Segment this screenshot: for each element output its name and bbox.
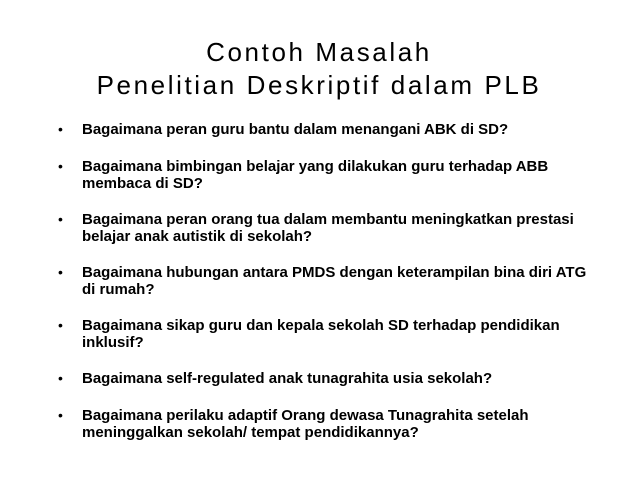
bullet-item [58,264,598,298]
bullet-item [58,370,598,387]
bullet-icon: • [58,317,63,333]
bullet-text: Bagaimana peran guru bantu dalam menangani ABK di SD? [82,121,509,138]
bullet-item [58,407,598,441]
bullet-item [58,211,598,245]
bullet-icon: • [58,370,63,386]
bullet-item [58,121,598,138]
bullet-text: Bagaimana hubungan antara PMDS dengan keterampilan bina diri ATG di rumah? [82,264,587,298]
title-line-2: Penelitian Deskriptif dalam PLB [96,70,542,100]
bullet-text: Bagaimana self-regulated anak tunagrahita usia sekolah? [82,370,493,387]
bullet-text: Bagaimana peran orang tua dalam membantu meningkatkan prestasi belajar anak autistik di sekolah? [82,211,574,245]
bullet-icon: • [58,211,63,227]
bullet-item [58,317,598,351]
bullet-icon: • [58,264,63,280]
bullet-icon: • [58,407,63,423]
slide-title [0,36,638,102]
bullet-text: Bagaimana perilaku adaptif Orang dewasa Tunagrahita setelah meninggalkan sekolah/ tempat pendidikannya? [82,407,529,441]
bullet-item [58,158,598,192]
bullet-text: Bagaimana bimbingan belajar yang dilakukan guru terhadap ABB membaca di SD? [82,158,549,192]
bullet-icon: • [58,158,63,174]
bullet-list [58,121,598,460]
bullet-text: Bagaimana sikap guru dan kepala sekolah SD terhadap pendidikan inklusif? [82,317,560,351]
bullet-icon: • [58,121,63,137]
title-line-1: Contoh Masalah [206,37,432,67]
